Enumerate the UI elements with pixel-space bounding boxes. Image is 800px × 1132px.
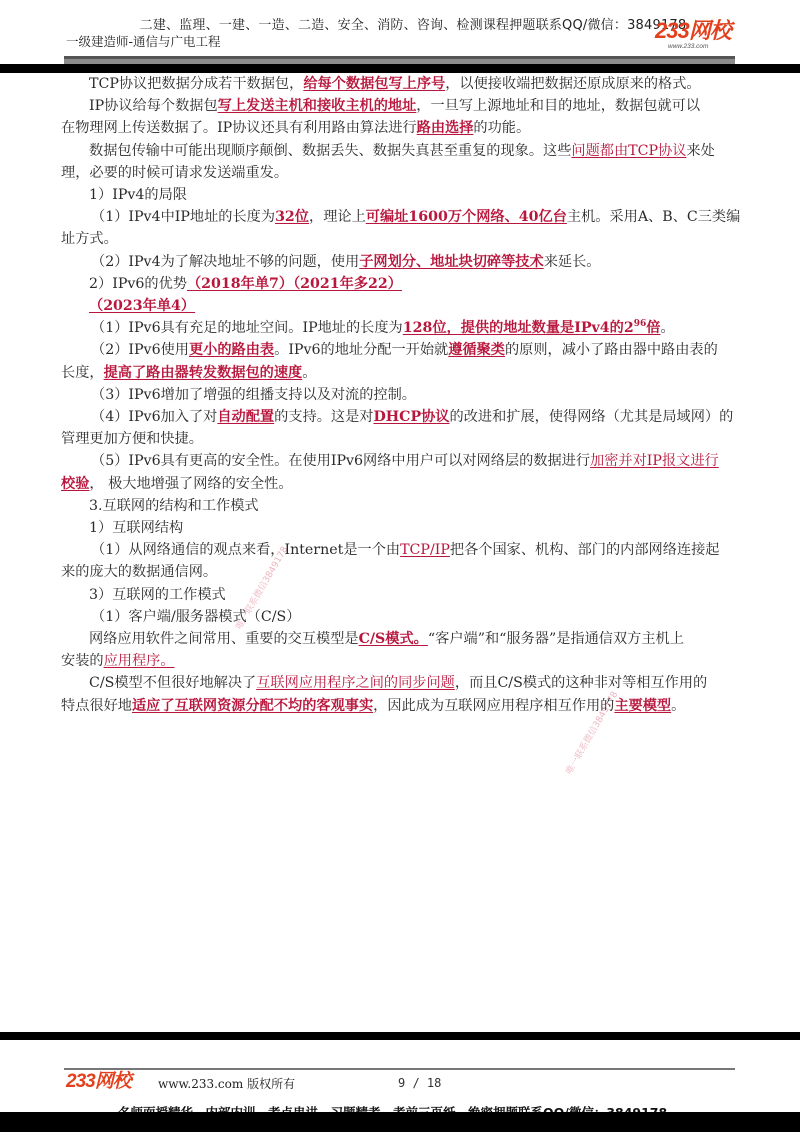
highlight: 提高了路由器转发数据包的速度 bbox=[103, 364, 303, 381]
highlight: 互联网应用程序之间的同步问题 bbox=[256, 675, 455, 692]
watermark: 唯一联系微信3849178 bbox=[234, 545, 291, 632]
document-body bbox=[61, 73, 741, 717]
paragraph-ip-cont: 在物理网上传送数据了。IP协议还具有利用路由算法进行路由选择的功能。 bbox=[61, 120, 531, 137]
exam-reference: （2018年单7）（2021年多22） bbox=[186, 275, 402, 292]
highlight: 子网划分、地址块切碎等技术 bbox=[359, 253, 544, 270]
header-banner: 二建、监理、一建、一造、二造、安全、消防、咨询、检测课程押题联系QQ/微信：3849178 bbox=[139, 18, 687, 33]
cs-paragraph-1: 网络应用软件之间常用、重要的交互模型是C/S模式。“客户端”和“服务器”是指通信双方主机上 bbox=[89, 631, 684, 648]
page-bottom-band bbox=[0, 1112, 800, 1132]
cs-paragraph-2-cont: 特点很好地适应了互联网资源分配不均的客观事实，因此成为互联网应用程序相互作用的主要模型。 bbox=[61, 697, 686, 714]
paragraph-ip: IP协议给每个数据包写上发送主机和接收主机的地址，一旦写上源地址和目的地址，数据包就可以 bbox=[89, 98, 701, 115]
internet-structure-item-1-cont: 来的庞大的数据通信网。 bbox=[61, 564, 218, 581]
footer-rule bbox=[64, 1068, 735, 1070]
ipv4-item-2: （2）IPv4为了解决地址不够的问题，使用子网划分、地址块切碎等技术来延长。 bbox=[91, 253, 601, 270]
ipv6-item-5-cont: 校验， 极大地增强了网络的安全性。 bbox=[61, 475, 293, 492]
highlight: DHCP协议 bbox=[373, 409, 450, 426]
highlight: 遵循聚类 bbox=[448, 342, 505, 359]
highlight: TCP/IP bbox=[400, 542, 450, 559]
highlight: 可编址1600万个网络、40亿台 bbox=[365, 209, 567, 226]
ipv6-item-4-cont: 管理更加方便和快捷。 bbox=[61, 431, 203, 448]
highlight: 自动配置 bbox=[217, 409, 275, 426]
highlight: 适应了互联网资源分配不均的客观事实 bbox=[131, 697, 374, 714]
document-subtitle: 一级建造师-通信与广电工程 bbox=[66, 34, 221, 49]
heading-ipv6: 2）IPv6的优势（2018年单7）（2021年多22） bbox=[89, 275, 402, 292]
footer-logo: 233网校 bbox=[66, 1071, 131, 1092]
ipv6-item-5: （5）IPv6具有更高的安全性。在使用IPv6网络中用户可以对网络层的数据进行加密并对IP报文进行 bbox=[91, 453, 719, 470]
ipv6-item-1: （1）IPv6具有充足的地址空间。IP地址的长度为128位，提供的地址数量是IPv4的$2^{96}$倍。 bbox=[91, 319, 675, 337]
watermark: 唯一联系微信3849178 bbox=[564, 690, 621, 777]
heading-ipv6-cont bbox=[61, 295, 741, 317]
page-separator-band bbox=[0, 1032, 800, 1040]
brand-logo: 233网校 bbox=[655, 18, 731, 43]
highlight: 更小的路由表 bbox=[188, 342, 275, 359]
highlight: 128位，提供的地址数量是IPv4的$2^{96}$倍 bbox=[402, 319, 661, 337]
highlight: 32位 bbox=[275, 209, 309, 226]
highlight: 加密并对IP报文进行 bbox=[590, 453, 719, 470]
ipv6-item-3: （3）IPv6增加了增强的组播支持以及对流的控制。 bbox=[91, 386, 416, 403]
brand-logo-url: www.233.com bbox=[668, 43, 709, 50]
highlight: 问题都由TCP协议 bbox=[571, 142, 687, 159]
paragraph-packet: 数据包传输中可能出现顺序颠倒、数据丢失、数据失真甚至重复的现象。这些问题都由TCP协议来处 bbox=[89, 142, 715, 159]
heading-internet-structure: 1）互联网结构 bbox=[89, 520, 184, 537]
highlight: 给每个数据包写上序号 bbox=[303, 76, 446, 92]
ipv6-item-2-cont: 长度，提高了路由器转发数据包的速度。 bbox=[61, 364, 317, 381]
exam-reference: （2023年单4） bbox=[89, 298, 196, 315]
ipv6-item-2: （2）IPv6使用更小的路由表。IPv6的地址分配一开始就遵循聚类的原则，减小了路由器中路由表的 bbox=[91, 342, 718, 359]
highlight: 应用程序。 bbox=[103, 653, 175, 670]
page-separator-band bbox=[0, 64, 800, 73]
heading-section-3: 3.互联网的结构和工作模式 bbox=[89, 497, 259, 514]
internet-structure-item-1: （1）从网络通信的观点来看，Internet是一个由TCP/IP把各个国家、机构、部门的内部网络连接起 bbox=[91, 542, 720, 559]
heading-ipv4: 1）IPv4的局限 bbox=[89, 187, 187, 204]
footer-copyright: www.233.com 版权所有 bbox=[158, 1077, 296, 1091]
ipv4-item-1: （1）IPv4中IP地址的长度为32位，理论上可编址1600万个网络、40亿台主机。采用A、B、C三类编 bbox=[91, 209, 741, 226]
highlight: C/S模式。 bbox=[358, 631, 428, 648]
page-number: 9 / 18 bbox=[398, 1076, 442, 1090]
cs-paragraph-2: C/S模型不但很好地解决了互联网应用程序之间的同步问题，而且C/S模式的这种非对等相互作用的 bbox=[89, 675, 708, 692]
highlight: 写上发送主机和接收主机的地址 bbox=[217, 98, 417, 115]
ipv6-item-4: （4）IPv6加入了对自动配置的支持。这是对DHCP协议的改进和扩展，使得网络（尤其是局域网）的 bbox=[91, 409, 734, 426]
highlight: 路由选择 bbox=[416, 120, 474, 137]
paragraph-tcp: TCP协议把数据分成若干数据包，给每个数据包写上序号，以便接收端把数据还原成原来的格式。 bbox=[89, 76, 701, 92]
cs-paragraph-1-cont: 安装的应用程序。 bbox=[61, 653, 175, 670]
paragraph-packet-cont: 理，必要的时候可请求发送端重发。 bbox=[61, 164, 289, 181]
ipv4-item-1-cont: 址方式。 bbox=[61, 231, 118, 248]
highlight: 校验 bbox=[61, 475, 90, 492]
heading-working-mode: 3）互联网的工作模式 bbox=[89, 586, 226, 603]
cs-mode-title: （1）客户端/服务器模式（C/S） bbox=[91, 608, 301, 625]
highlight: 主要模型 bbox=[614, 697, 672, 714]
